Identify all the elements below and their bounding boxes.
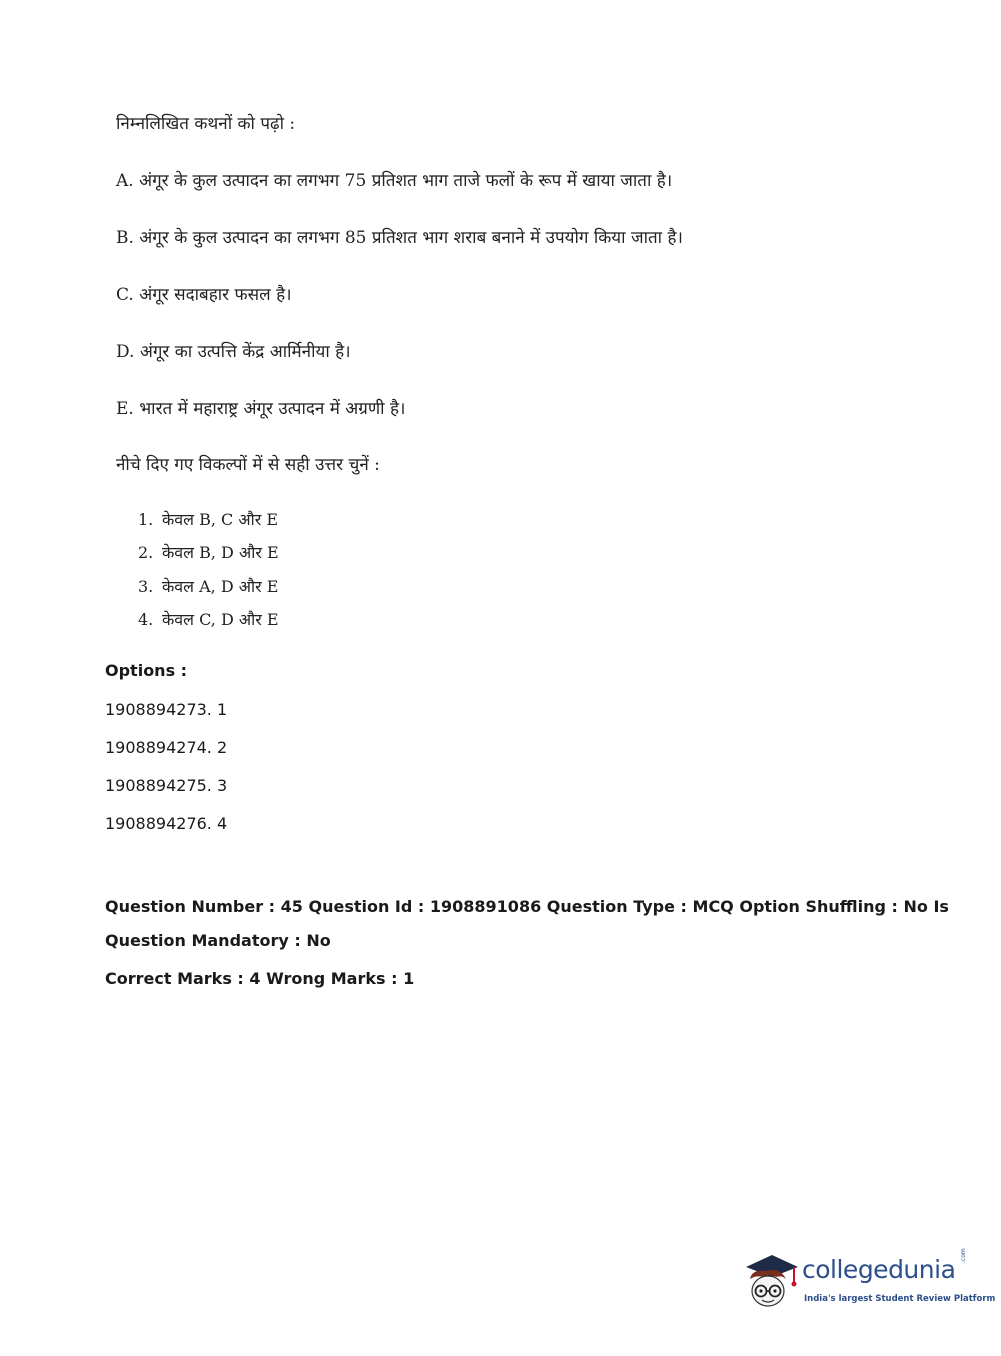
choice-number: 2. xyxy=(138,543,154,562)
option-item-2: 1908894274. 2 xyxy=(105,738,228,757)
logo-wordmark: collegedunia xyxy=(802,1255,956,1284)
choice-1 xyxy=(138,508,278,530)
choice-text: केवल A, D और E xyxy=(162,577,279,596)
question-intro: निम्नलिखित कथनों को पढ़ो : xyxy=(116,114,296,134)
statement-e: E. भारत में महाराष्ट्र अंगूर उत्पादन में अग्रणी है। xyxy=(116,399,406,419)
statement-c: C. अंगूर सदाबहार फसल है। xyxy=(116,285,292,305)
collegedunia-logo xyxy=(742,1248,996,1311)
option-item-3: 1908894275. 3 xyxy=(105,776,228,795)
question-meta-line-3: Correct Marks : 4 Wrong Marks : 1 xyxy=(105,969,415,988)
choice-4 xyxy=(138,608,279,630)
question-meta-line-2: Question Mandatory : No xyxy=(105,931,331,950)
choice-number: 1. xyxy=(138,510,154,529)
statement-a: A. अंगूर के कुल उत्पादन का लगभग 75 प्रतिशत भाग ताजे फलों के रूप में खाया जाता है। xyxy=(116,171,673,191)
option-item-1: 1908894273. 1 xyxy=(105,700,228,719)
question-prompt: नीचे दिए गए विकल्पों में से सही उत्तर चुनें : xyxy=(116,455,380,475)
logo-tagline: India's largest Student Review Platform xyxy=(804,1294,996,1304)
choice-2 xyxy=(138,541,279,563)
choice-text: केवल B, D और E xyxy=(162,543,279,562)
logo-dotcom: .com xyxy=(960,1248,967,1263)
student-mascot-icon xyxy=(742,1249,800,1311)
question-meta-line-1: Question Number : 45 Question Id : 1908891086 Question Type : MCQ Option Shuffling : No Is xyxy=(105,897,949,916)
choice-number: 4. xyxy=(138,610,154,629)
statement-d: D. अंगूर का उत्पत्ति केंद्र आर्मिनीया है। xyxy=(116,342,351,362)
option-item-4: 1908894276. 4 xyxy=(105,814,228,833)
statement-b: B. अंगूर के कुल उत्पादन का लगभग 85 प्रतिशत भाग शराब बनाने में उपयोग किया जाता है। xyxy=(116,228,683,248)
choice-text: केवल B, C और E xyxy=(162,510,279,529)
options-label: Options : xyxy=(105,661,188,680)
choice-text: केवल C, D और E xyxy=(162,610,279,629)
choice-number: 3. xyxy=(138,577,154,596)
choice-3 xyxy=(138,575,278,597)
